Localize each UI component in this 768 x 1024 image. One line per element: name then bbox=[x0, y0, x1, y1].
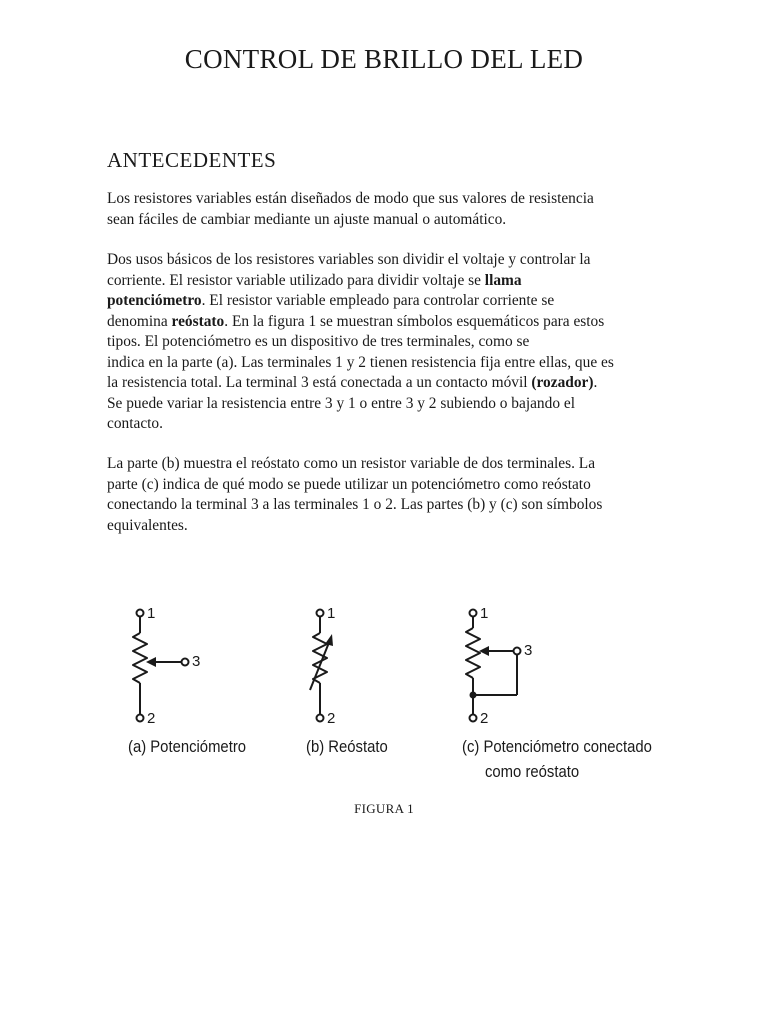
schematic-diagram bbox=[0, 590, 768, 800]
text-line: Dos usos básicos de los resistores variables son dividir el voltaje y controlar la bbox=[107, 251, 591, 268]
text-line: tipos. El potenciómetro es un dispositivo de tres terminales, como se bbox=[107, 333, 530, 350]
text-line: parte (c) indica de qué modo se puede utilizar un potenciómetro como reóstato bbox=[107, 475, 591, 493]
bold-term: potenciómetro bbox=[107, 292, 202, 309]
terminal-label: 3 bbox=[192, 653, 201, 670]
caption-potentiometer: (a) Potenciómetro bbox=[128, 738, 247, 756]
paragraph-uses bbox=[107, 250, 667, 435]
figure-1-schematics bbox=[0, 590, 768, 800]
paragraph-intro bbox=[107, 189, 667, 230]
terminal-label: 1 bbox=[480, 605, 489, 622]
text-line: conectando la terminal 3 a las terminales 1 o 2. Las partes (b) y (c) son símbolos bbox=[107, 496, 603, 513]
caption-rheostat: (b) Reóstato bbox=[306, 738, 388, 756]
caption-connected-line2: como reóstato bbox=[485, 763, 580, 781]
text-line: denomina reóstato. En la figura 1 se muestran símbolos esquemáticos para estos bbox=[107, 312, 605, 330]
paragraph-parts bbox=[107, 454, 667, 536]
terminal-label: 1 bbox=[147, 605, 156, 622]
text-line: potenciómetro. El resistor variable empleado para controlar corriente se bbox=[107, 292, 555, 309]
text-line: la resistencia total. La terminal 3 está conectada a un contacto móvil (rozador). bbox=[107, 374, 598, 391]
terminal-label: 1 bbox=[327, 605, 336, 622]
terminal-label: 2 bbox=[327, 710, 336, 727]
text-line: Los resistores variables están diseñados de modo que sus valores de resistencia bbox=[107, 190, 594, 207]
figure-label: FIGURA 1 bbox=[354, 801, 414, 816]
potentiometer-symbol bbox=[133, 610, 189, 722]
rheostat-symbol bbox=[310, 610, 333, 722]
bold-term: llama bbox=[484, 271, 522, 289]
bold-term: (rozador) bbox=[531, 374, 594, 391]
text-line: Se puede variar la resistencia entre 3 y 1 o entre 3 y 2 subiendo o bajando el bbox=[107, 394, 575, 412]
text-line: equivalentes. bbox=[107, 516, 188, 534]
terminal-label: 3 bbox=[524, 642, 533, 659]
text-line: sean fáciles de cambiar mediante un ajuste manual o automático. bbox=[107, 210, 507, 228]
terminal-label: 2 bbox=[480, 710, 489, 727]
page-title: CONTROL DE BRILLO DEL LED bbox=[184, 44, 584, 74]
terminal-label: 2 bbox=[147, 710, 156, 727]
caption-connected-line1: (c) Potenciómetro conectado bbox=[462, 738, 652, 756]
section-heading: ANTECEDENTES bbox=[107, 148, 277, 172]
potentiometer-rheostat-symbol bbox=[466, 610, 521, 722]
text-line: contacto. bbox=[107, 415, 163, 432]
text-line: indica en la parte (a). Las terminales 1 y 2 tienen resistencia fija entre ellas, que es bbox=[107, 353, 614, 371]
text-line: corriente. El resistor variable utilizado para dividir voltaje se llama bbox=[107, 271, 522, 289]
bold-term: reóstato bbox=[171, 312, 225, 330]
text-line: La parte (b) muestra el reóstato como un resistor variable de dos terminales. La bbox=[107, 455, 596, 472]
